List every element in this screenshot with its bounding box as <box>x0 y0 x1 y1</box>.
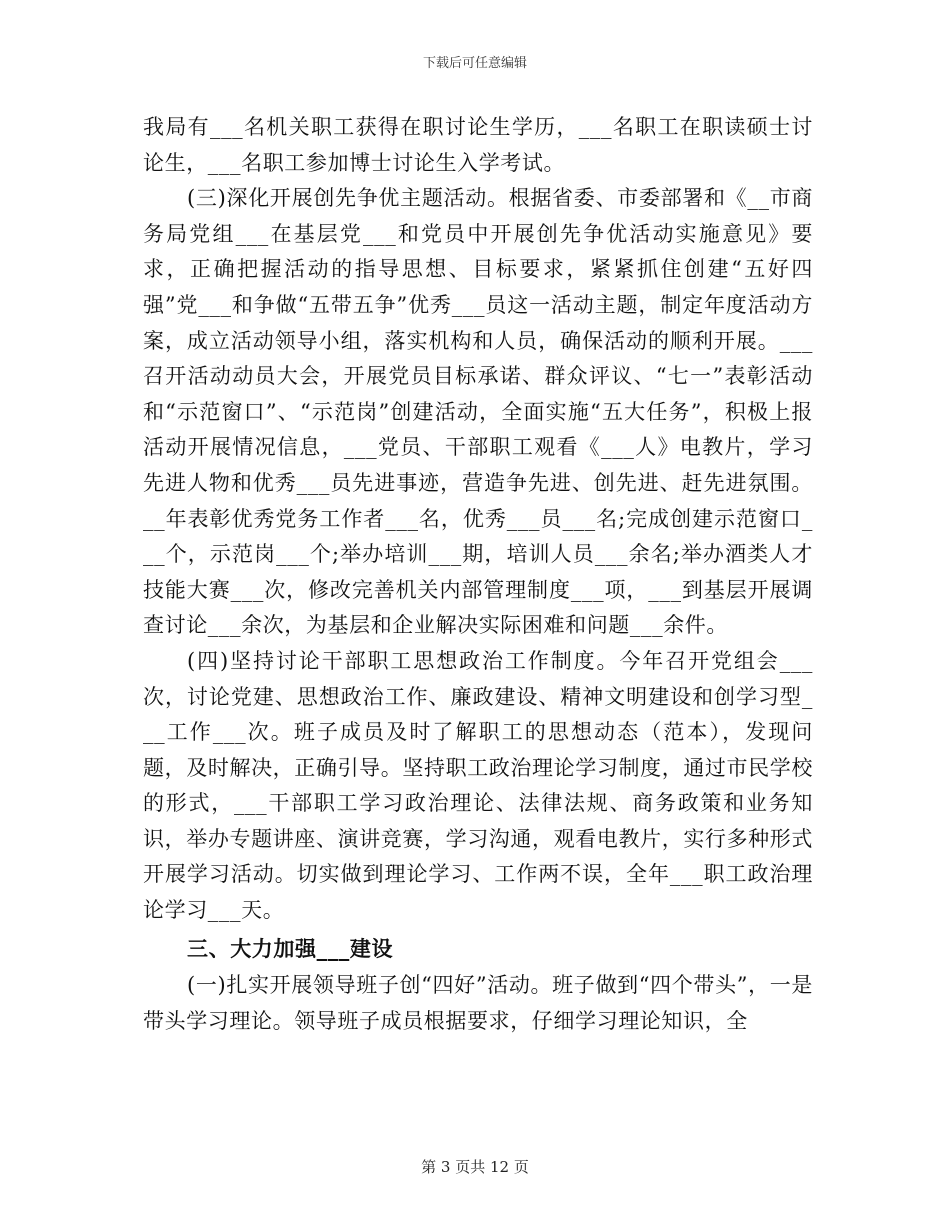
document-body <box>143 110 813 1039</box>
section-heading: 三、大力加强___建设 <box>187 935 394 961</box>
paragraph-4: (一)扎实开展领导班子创“四好”活动。班子做到“四个带头”，一是带头学习理论。领导班子成员根据要求，仔细学习理论知识，全 <box>143 973 813 1033</box>
page-footer: 第 3 页共 12 页 <box>421 1158 529 1176</box>
paragraph-2: (三)深化开展创先争优主题活动。根据省委、市委部署和《__市商务局党组___在基层党___和党员中开展创先争优活动实施意见》要求，正确把握活动的指导思想、目标要求，紧紧抓住创建“五好四强”党___和争做“五带五争”优秀___员这一活动主题，制定年度活动方案，成立活动领导小组，落实机构和人员，确保活动的顺利开展。___召开活动动员大会，开展党员目标承诺、群众评议、“七一”表彰活动和“示范窗口”、“示范岗”创建活动，全面实施“五大任务”，积极上报活动开展情况信息，___党员、干部职工观看《___人》电教片，学习先进人物和优秀___员先进事迹，营造争先进、创先进、赶先进氛围。__年表彰优秀党务工作者___名，优秀___员___名;完成创建示范窗口___个，示范岗___个;举办培训___期，培训人员___余名;举办酒类人才技能大赛___次，修改完善机关内部管理制度___项，___到基层开展调查讨论___余次，为基层和企业解决实际困难和问题___余件。 <box>143 186 813 638</box>
paragraph-1: 我局有___名机关职工获得在职讨论生学历，___名职工在职读硕士讨论生，___名职工参加博士讨论生入学考试。 <box>143 115 813 175</box>
page-header: 下载后可任意编辑 <box>422 56 527 71</box>
paragraph-3: (四)坚持讨论干部职工思想政治工作制度。今年召开党组会___次，讨论党建、思想政治工作、廉政建设、精神文明建设和创学习型___工作___次。班子成员及时了解职工的思想动态（范本），发现问题，及时解决，正确引导。坚持职工政治理论学习制度，通过市民学校的形式，___干部职工学习政治理论、法律法规、商务政策和业务知识，举办专题讲座、演讲竞赛，学习沟通，观看电教片，实行多种形式开展学习活动。切实做到理论学习、工作两不误，全年___职工政治理论学习___天。 <box>143 648 813 923</box>
